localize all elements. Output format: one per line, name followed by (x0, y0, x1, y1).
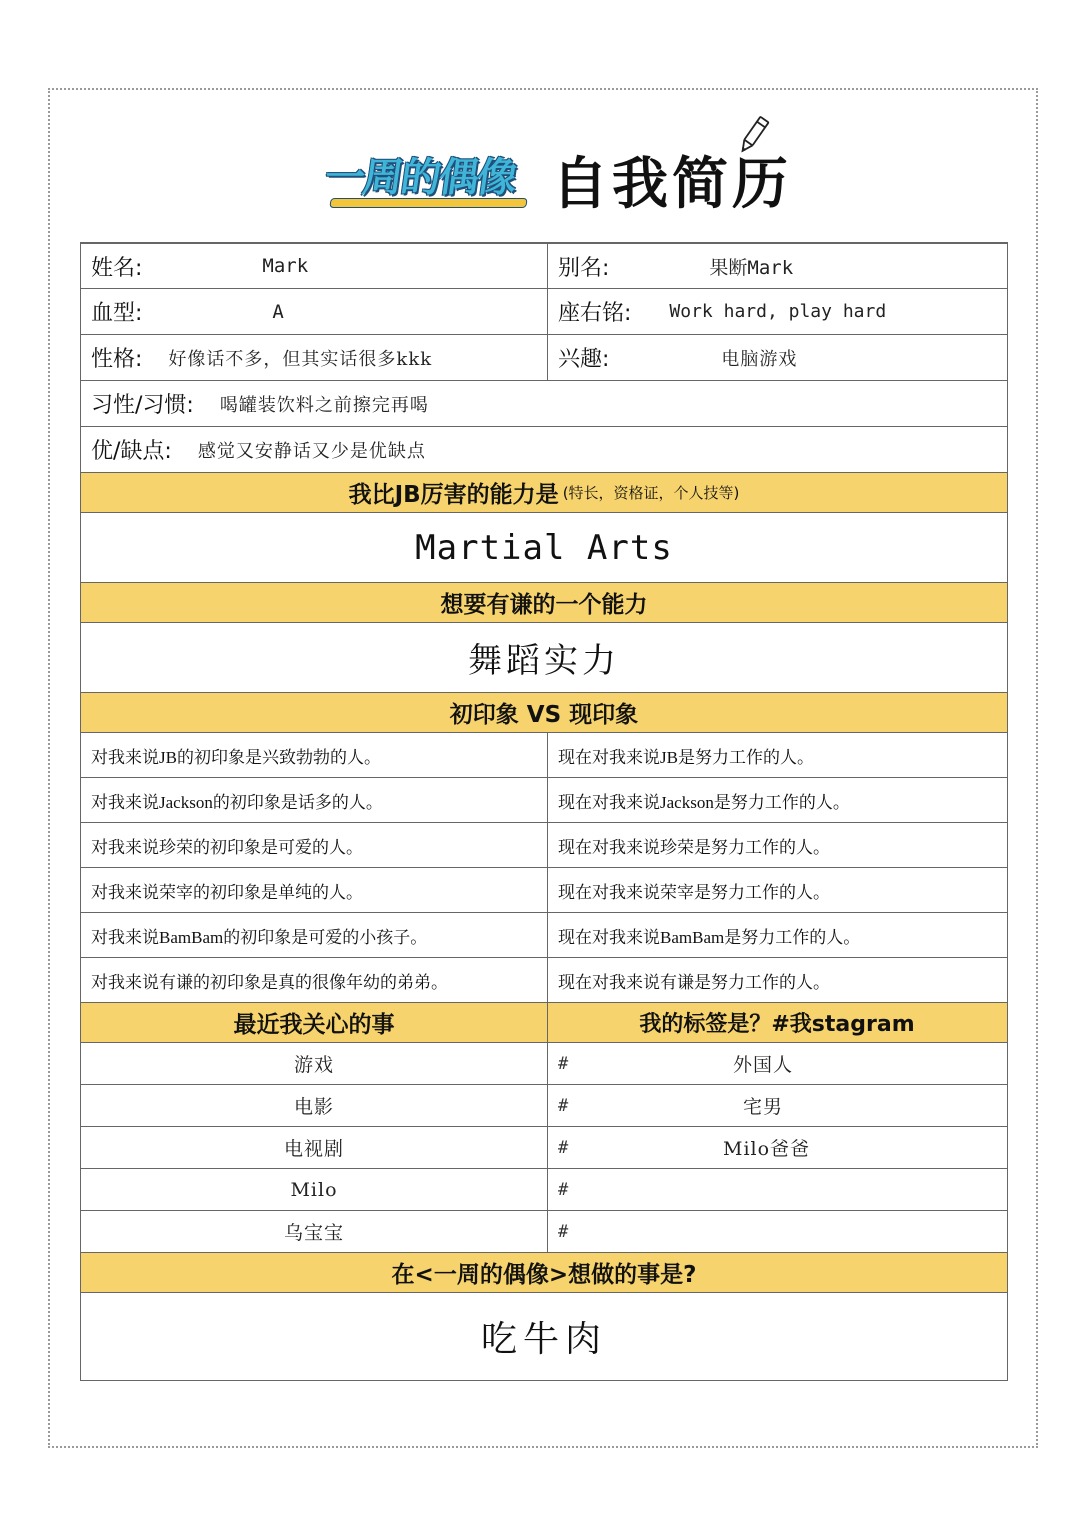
interest-band (80, 1003, 1008, 1043)
tag-item: 宅男 (743, 1096, 784, 1118)
alias-value: 果断Mark (709, 256, 794, 279)
pros-cons-cell (81, 427, 1006, 472)
habit-label: 习性/习惯: (91, 393, 194, 418)
impression-row (80, 958, 1008, 1003)
interest-row (80, 1127, 1008, 1169)
skill-answer: Martial Arts (415, 527, 673, 568)
skill-note: (特长，资格证，个人技等) (562, 484, 740, 502)
personality-label: 性格: (91, 347, 143, 372)
hash-symbol: # (558, 1095, 569, 1116)
skill-answer-row (80, 513, 1008, 583)
tag-item: Milo爸爸 (723, 1138, 811, 1160)
current-impression: 现在对我来说有谦是努力工作的人。 (558, 972, 830, 992)
first-impression: 对我来说JB的初印象是兴致勃勃的人。 (91, 747, 381, 767)
interest-row (80, 1085, 1008, 1127)
current-impression: 现在对我来说珍荣是努力工作的人。 (558, 837, 830, 857)
current-impression: 现在对我来说Jackson是努力工作的人。 (558, 792, 850, 812)
wish-band (80, 1253, 1008, 1293)
impression-row (80, 778, 1008, 823)
first-impression: 对我来说珍荣的初印象是可爱的人。 (91, 837, 363, 857)
wish-answer: 吃牛肉 (480, 1319, 607, 1360)
hash-symbol: # (558, 1137, 569, 1158)
impression-row (80, 823, 1008, 868)
tag-item: 外国人 (733, 1054, 794, 1076)
interest-row (80, 1169, 1008, 1211)
interest-item: 游戏 (293, 1054, 334, 1076)
impression-row (80, 733, 1008, 778)
habit-value: 喝罐装饮料之前擦完再喝 (219, 394, 429, 416)
pros-cons-label: 优/缺点: (91, 439, 172, 464)
skill-band (80, 473, 1008, 513)
hobby-value: 电脑游戏 (721, 348, 798, 370)
want-title: 想要有谦的一个能力 (440, 592, 648, 618)
impression-row (80, 868, 1008, 913)
hobby-label: 兴趣: (558, 347, 610, 372)
first-impression: 对我来说有谦的初印象是真的很像年幼的弟弟。 (91, 972, 448, 992)
skill-title: 我比JB厉害的能力是 (348, 482, 559, 508)
interest-title: 最近我关心的事 (233, 1012, 395, 1038)
name-cell (81, 244, 547, 288)
habit-cell (81, 381, 1006, 426)
pros-cons-value: 感觉又安静话又少是优缺点 (197, 440, 426, 462)
blood-value: A (272, 300, 284, 323)
interest-item: 乌宝宝 (283, 1222, 344, 1244)
alias-label: 别名: (558, 255, 610, 281)
name-value: Mark (262, 255, 309, 277)
personality-value: 好像话不多，但其实话很多kkk (168, 348, 433, 370)
hobby-cell (547, 335, 1006, 380)
show-logo: 一周的偶像 (321, 155, 519, 201)
wish-title: 在<一周的偶像>想做的事是? (391, 1262, 697, 1288)
personality-cell (81, 335, 547, 380)
impression-title: 初印象 VS 现印象 (449, 702, 639, 728)
wish-answer-row (80, 1293, 1008, 1381)
interest-row (80, 1211, 1008, 1253)
current-impression: 现在对我来说BamBam是努力工作的人。 (558, 927, 861, 947)
want-answer-row (80, 623, 1008, 693)
blood-label: 血型: (91, 301, 143, 326)
current-impression: 现在对我来说荣宰是努力工作的人。 (558, 882, 830, 902)
interest-row (80, 1043, 1008, 1085)
first-impression: 对我来说BamBam的初印象是可爱的小孩子。 (91, 927, 428, 947)
impression-row (80, 913, 1008, 958)
impression-rows (80, 733, 1008, 1003)
interest-item: Milo (290, 1178, 338, 1201)
motto-label: 座右铭: (558, 301, 632, 326)
header (0, 130, 1076, 230)
hash-symbol: # (558, 1179, 569, 1200)
name-label: 姓名: (91, 255, 143, 281)
pencil-icon (736, 114, 770, 158)
interest-item: 电视剧 (283, 1138, 344, 1160)
profile-table (80, 242, 1008, 1381)
interest-item: 电影 (293, 1096, 334, 1118)
tag-title: 我的标签是？#我stagram (547, 1003, 1006, 1042)
first-impression: 对我来说Jackson的初印象是话多的人。 (91, 792, 383, 812)
want-band (80, 583, 1008, 623)
hash-symbol: # (558, 1053, 569, 1074)
first-impression: 对我来说荣宰的初印象是单纯的人。 (91, 882, 363, 902)
blood-cell (81, 289, 547, 334)
current-impression: 现在对我来说JB是努力工作的人。 (558, 747, 814, 767)
page-title: 自我简历 (552, 152, 792, 217)
want-answer: 舞蹈实力 (468, 641, 620, 681)
motto-cell (547, 289, 1006, 334)
impression-band (80, 693, 1008, 733)
alias-cell (547, 244, 1006, 288)
hash-symbol: # (558, 1221, 569, 1242)
motto-value: Work hard, play hard (669, 301, 887, 322)
